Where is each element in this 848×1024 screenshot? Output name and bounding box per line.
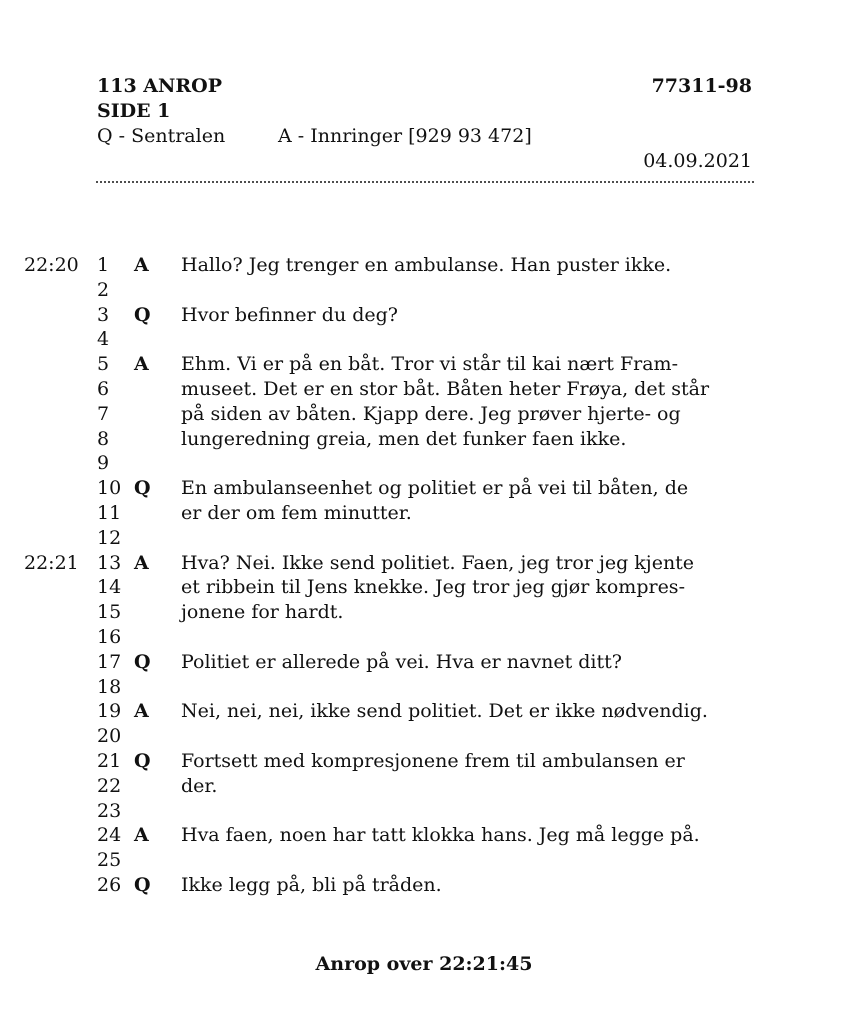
line-number: 21 — [97, 749, 122, 772]
speaker-code: Q — [134, 477, 151, 500]
speaker-code: A — [134, 353, 149, 376]
page-label: SIDE 1 — [97, 100, 171, 122]
transcript — [0, 253, 848, 898]
line-number: 19 — [97, 700, 122, 723]
line-text: jonene for hardt. — [181, 601, 344, 624]
line-text: En ambulanseenhet og politiet er på vei til båten, de — [181, 477, 689, 500]
transcript-line — [0, 799, 848, 824]
line-text: på siden av båten. Kjapp dere. Jeg prøver hjerte- og — [181, 402, 681, 425]
line-number: 25 — [97, 849, 122, 872]
speaker-code: A — [134, 254, 149, 276]
line-number: 5 — [97, 353, 110, 376]
line-number: 3 — [97, 303, 110, 326]
line-text: der. — [181, 774, 218, 797]
transcript-line — [0, 575, 848, 600]
line-number: 2 — [97, 278, 110, 301]
line-number: 26 — [97, 873, 122, 896]
line-text: Hva faen, noen har tatt klokka hans. Jeg må legge på. — [181, 824, 700, 847]
transcript-line — [0, 253, 848, 278]
line-number: 10 — [97, 477, 122, 500]
line-text: er der om fem minutter. — [181, 501, 412, 524]
line-text: lungeredning greia, men det funker faen ikke. — [181, 427, 627, 450]
transcript-line — [0, 526, 848, 551]
speaker-code: A — [134, 824, 149, 847]
transcript-line — [0, 675, 848, 700]
transcript-line — [0, 823, 848, 848]
line-number: 23 — [97, 799, 122, 822]
a-legend: A - Innringer [929 93 472] — [278, 125, 532, 147]
transcript-line — [0, 873, 848, 898]
transcript-line — [0, 303, 848, 328]
speaker-code: Q — [134, 873, 151, 896]
line-number: 17 — [97, 650, 122, 673]
line-number: 20 — [97, 725, 122, 748]
line-number: 8 — [97, 427, 110, 450]
line-number: 22 — [97, 774, 122, 797]
line-number: 13 — [97, 551, 122, 574]
transcript-line — [0, 749, 848, 774]
line-number: 12 — [97, 526, 122, 549]
line-text: et ribbein til Jens knekke. Jeg tror jeg gjør kompres- — [181, 576, 685, 599]
line-text: Hvor befinner du deg? — [181, 303, 398, 326]
transcript-line — [0, 600, 848, 625]
document-date: 04.09.2021 — [643, 150, 752, 172]
line-text: Politiet er allerede på vei. Hva er navnet ditt? — [181, 650, 622, 673]
q-legend: Q - Sentralen — [97, 125, 226, 147]
line-text: Ikke legg på, bli på tråden. — [181, 873, 442, 896]
line-number: 7 — [97, 402, 110, 425]
line-number: 11 — [97, 501, 122, 524]
transcript-line — [0, 352, 848, 377]
line-number: 6 — [97, 377, 110, 400]
transcript-line — [0, 501, 848, 526]
line-text: Hva? Nei. Ikke send politiet. Faen, jeg tror jeg kjente — [181, 551, 695, 574]
speaker-code: A — [134, 700, 149, 723]
speaker-code: Q — [134, 650, 151, 673]
call-label: 113 ANROP — [97, 75, 223, 97]
transcript-line — [0, 650, 848, 675]
line-number: 14 — [97, 576, 122, 599]
transcript-line — [0, 327, 848, 352]
transcript-line — [0, 848, 848, 873]
speaker-code: Q — [134, 303, 151, 326]
speaker-code: Q — [134, 749, 151, 772]
line-number: 1 — [97, 254, 110, 276]
line-number: 4 — [97, 328, 110, 351]
transcript-line — [0, 451, 848, 476]
line-timestamp: 22:21 — [24, 551, 79, 574]
transcript-line — [0, 402, 848, 427]
transcript-line — [0, 625, 848, 650]
transcript-line — [0, 278, 848, 303]
line-number: 9 — [97, 452, 110, 475]
transcript-line — [0, 699, 848, 724]
line-number: 16 — [97, 625, 122, 648]
line-number: 24 — [97, 824, 122, 847]
transcript-line — [0, 427, 848, 452]
transcript-line — [0, 476, 848, 501]
dotted-divider — [95, 181, 755, 183]
line-text: Nei, nei, nei, ikke send politiet. Det er ikke nødvendig. — [181, 700, 708, 723]
line-text: Fortsett med kompresjonene frem til ambulansen er — [181, 749, 685, 772]
line-text: Hallo? Jeg trenger en ambulanse. Han puster ikke. — [181, 254, 672, 276]
call-end-note: Anrop over 22:21:45 — [315, 953, 533, 975]
transcript-line — [0, 377, 848, 402]
transcript-line — [0, 551, 848, 576]
line-text: museet. Det er en stor båt. Båten heter Frøya, det står — [181, 377, 710, 400]
transcript-line — [0, 724, 848, 749]
line-number: 18 — [97, 675, 122, 698]
transcript-line — [0, 774, 848, 799]
line-text: Ehm. Vi er på en båt. Tror vi står til kai nært Fram- — [181, 353, 678, 376]
speaker-code: A — [134, 551, 149, 574]
line-timestamp: 22:20 — [24, 254, 79, 276]
line-number: 15 — [97, 601, 122, 624]
case-number: 77311-98 — [651, 75, 752, 97]
